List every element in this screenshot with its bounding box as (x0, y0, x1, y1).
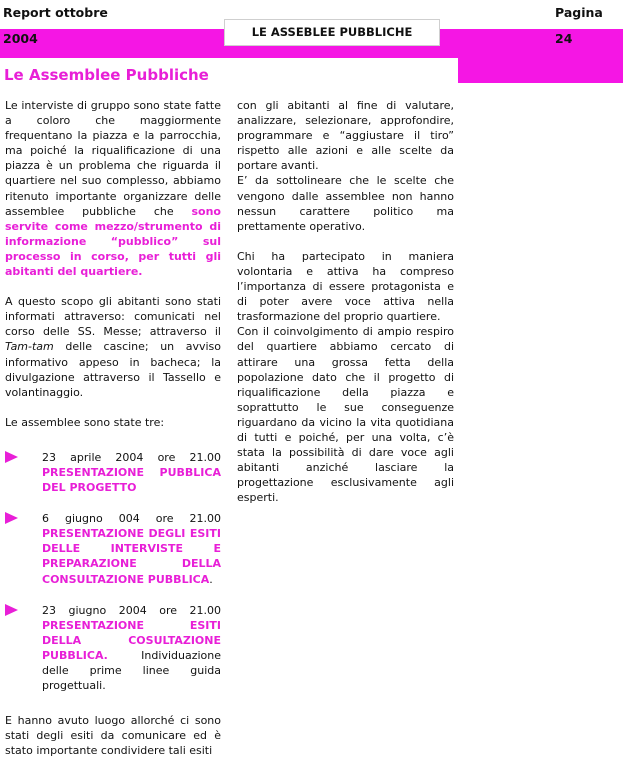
info-text-after: delle cascine; un avviso informativo appeso in bacheca; la divulgazione attraverso il Tassello e volantinaggio. (5, 340, 221, 399)
assembly-date: 23 giugno 2004 ore 21.00 (42, 603, 221, 617)
info-text-before: A questo scopo gli abitanti sono stati informati attraverso: comunicati nel corso delle SS. Messe; attraverso il (5, 295, 221, 339)
info-paragraph (5, 294, 221, 400)
paragraph-operational: E’ da sottolineare che le scelte che vengono dalle assemblee non hanno nessun carattere politico ma prettamente operativo. (237, 174, 454, 233)
triangle-bullet-icon (5, 451, 18, 463)
assembly-tail: . (209, 572, 213, 586)
paragraph-participation: Chi ha partecipato in maniera volontaria e attiva ha compreso l’importanza di essere protagonista e di poter avere voce attiva nella trasformazione del proprio quartiere. (237, 249, 454, 324)
paragraph-involvement: Con il coinvolgimento di ampio respiro del quartiere abbiamo cercato di attirare una grossa fetta della popolazione dato che il progetto di riqualificazione della piazza e soprattutto le sue conseguenze riguardano da vicino la vita quotidiana di tutti e poiché, per una volta, c’è stata la possibilità di dare voce agli abitanti anziché lasciare la progettazione esclusivamente agli esperti. (237, 325, 454, 505)
assembly-tail: Individuazione delle prime linee guida progettuali. (42, 648, 221, 693)
triangle-bullet-icon (5, 512, 18, 524)
triangle-bullet-icon (5, 604, 18, 616)
assembly-date: 23 aprile 2004 ore 21.00 (42, 450, 221, 464)
intro-paragraph (5, 98, 221, 279)
list-item (5, 511, 221, 586)
page-number: Pagina 24 (550, 0, 623, 29)
assembly-title: PRESENTAZIONE ESITI DELLA COSULTAZIONE PUBBLICA. (42, 618, 221, 662)
right-column (237, 98, 454, 505)
intro-highlight: sono servite come mezzo/strumento di informazione “pubblico” sul processo in corso, per tutti gli abitanti del quartiere. (5, 204, 221, 279)
section-title: LE ASSEBLEE PUBBLICHE (224, 19, 440, 46)
assembly-title: PRESENTAZIONE PUBBLICA DEL PROGETTO (42, 465, 221, 495)
assemblies-lead: Le assemblee sono state tre: (5, 415, 165, 429)
paragraph-continuation: con gli abitanti al fine di valutare, analizzare, selezionare, approfondire, programmare e “aggiustare il tiro” rispetto alle azioni e alle scelte da portare avanti. (237, 99, 454, 173)
report-label: Report ottobre 2004 (0, 0, 140, 29)
info-italic: Tam-tam (5, 340, 54, 354)
list-item (5, 603, 221, 694)
left-column (5, 98, 221, 758)
assembly-date: 6 giugno 004 ore 21.00 (42, 512, 221, 526)
article-title: Le Assemblee Pubbliche (4, 66, 209, 84)
list-item (5, 450, 221, 495)
intro-text: Le interviste di gruppo sono state fatte a coloro che maggiormente frequentano la piazza e la parrocchia, ma poiché la riqualificazione di una piazza è un problema che riguarda il quartiere nel suo complesso, abbiamo ritenuto importante organizzare delle assemblee pubbliche che (5, 99, 221, 218)
title-side-band (458, 58, 623, 83)
closing-paragraph: E hanno avuto luogo allorché ci sono stati degli esiti da comunicare ed è stato importante condividere tali esiti (5, 714, 221, 758)
assembly-title: PRESENTAZIONE DEGLI ESITI DELLE INTERVISTE E PREPARAZIONE DELLA CONSULTAZIONE PUBBLICA (42, 527, 221, 586)
